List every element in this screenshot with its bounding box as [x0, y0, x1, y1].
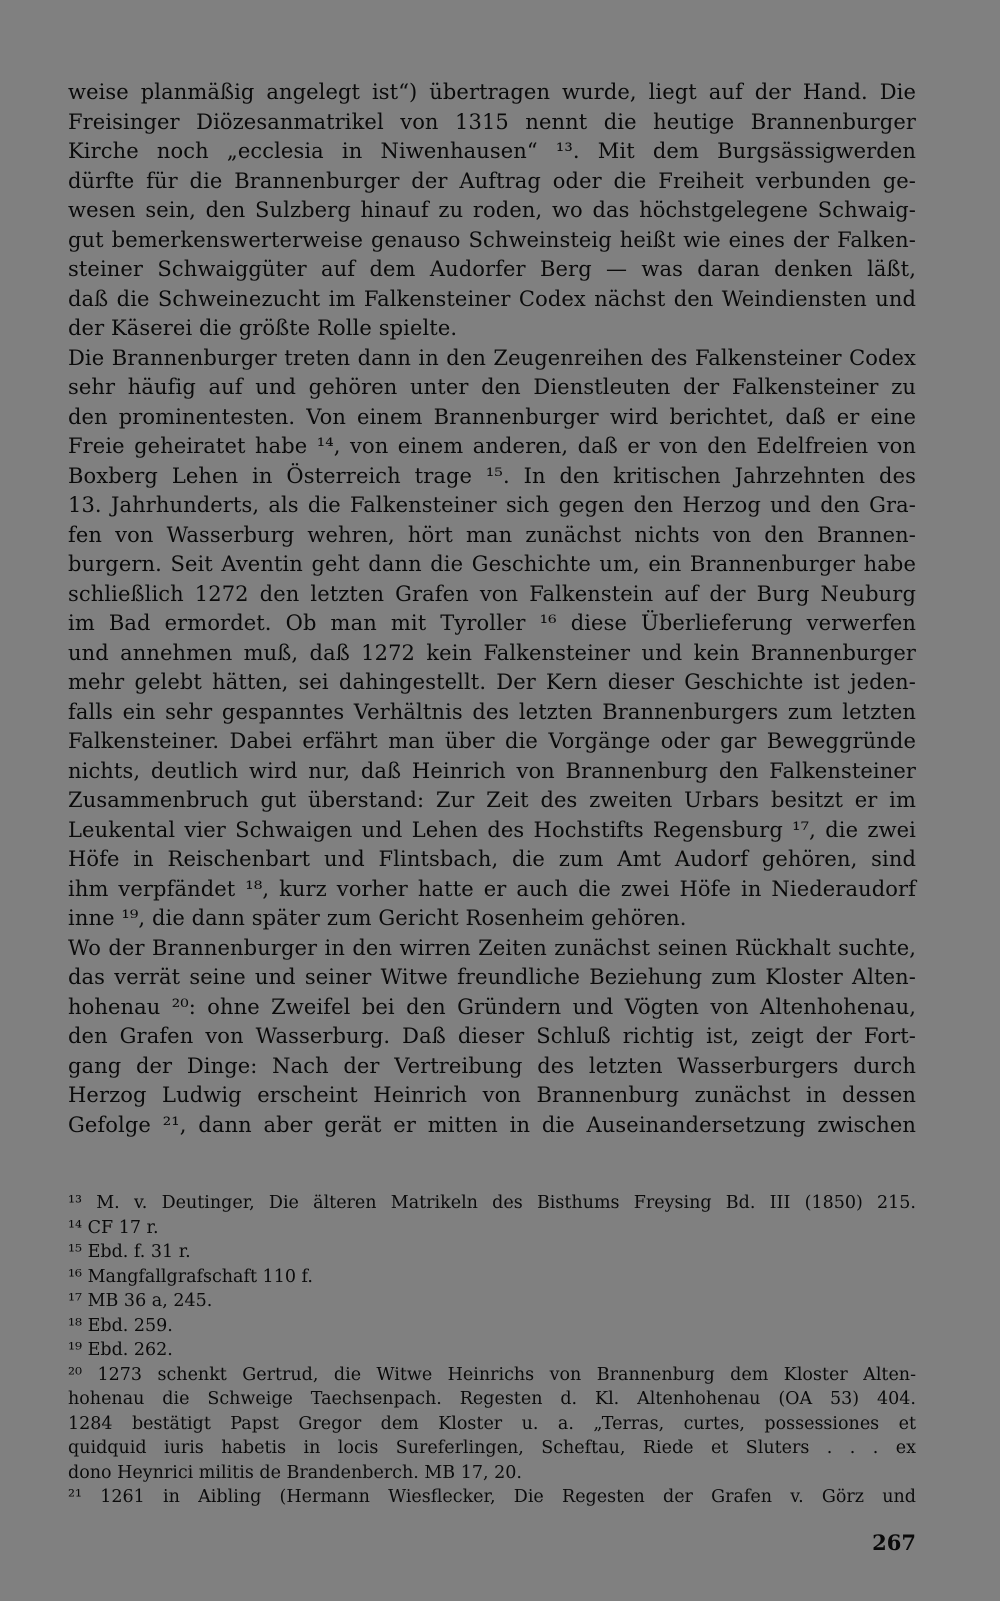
text-line: und annehmen muß, daß 1272 kein Falkensteiner und kein Brannenburger	[68, 640, 916, 665]
text-line: ihm verpfändet ¹⁸, kurz vorher hatte er auch die zwei Höfe in Niederaudorf	[68, 876, 916, 901]
text-line: den Grafen von Wasserburg. Daß dieser Schluß richtig ist, zeigt der Fort-	[68, 1024, 916, 1048]
footnote-line: ¹⁴ CF 17 r.	[68, 1217, 159, 1238]
text-line: im Bad ermordet. Ob man mit Tyroller ¹⁶ diese Überlieferung verwerfen	[68, 611, 916, 635]
text-line: steiner Schwaiggüter auf dem Audorfer Berg — was daran denken läßt,	[68, 257, 916, 281]
text-line: den prominentesten. Von einem Brannenburger wird berichtet, daß er eine	[68, 404, 916, 429]
text-line: hohenau ²⁰: ohne Zweifel bei den Gründern und Vögten von Altenhohenau,	[68, 994, 916, 1019]
text-line: dürfte für die Brannenburger der Auftrag oder die Freiheit verbunden ge-	[68, 168, 916, 193]
footnote-line: ¹³ M. v. Deutinger, Die älteren Matrikeln des Bisthums Freysing Bd. III (1850) 215.	[68, 1193, 916, 1213]
text-line: das verrät seine und seiner Witwe freundliche Beziehung zum Kloster Alten-	[68, 965, 916, 989]
text-line: fen von Wasserburg wehren, hört man zunächst nichts von den Brannen-	[68, 522, 916, 547]
text-line: falls ein sehr gespanntes Verhältnis des letzten Brannenburgers zum letzten	[68, 699, 916, 724]
text-line: Leukental vier Schwaigen und Lehen des Hochstifts Regensburg ¹⁷, die zwei	[68, 817, 916, 842]
page-number: 267	[872, 1530, 916, 1555]
text-line: gang der Dinge: Nach der Vertreibung des letzten Wasserburgers durch	[68, 1053, 916, 1078]
footnote-line: ¹⁹ Ebd. 262.	[68, 1340, 173, 1360]
text-line: Wo der Brannenburger in den wirren Zeiten zunächst seinen Rückhalt suchte,	[68, 935, 916, 960]
footnote-line: ¹⁸ Ebd. 259.	[68, 1315, 173, 1336]
text-line: schließlich 1272 den letzten Grafen von Falkenstein auf der Burg Neuburg	[68, 581, 916, 606]
text-line: der Käserei die größte Rolle spielte.	[68, 316, 458, 340]
footnote-line: ¹⁷ MB 36 a, 245.	[68, 1291, 213, 1311]
main-text-block	[68, 78, 916, 1140]
text-line: Die Brannenburger treten dann in den Zeugenreihen des Falkensteiner Codex	[68, 345, 916, 370]
footnote-line: hohenau die Schweige Taechsenpach. Regesten d. Kl. Altenhohenau (OA 53) 404.	[68, 1389, 916, 1409]
text-line: Falkensteiner. Dabei erfährt man über die Vorgänge oder gar Beweggründe	[68, 729, 916, 753]
footnotes-block	[68, 1191, 916, 1510]
text-line: burgern. Seit Aventin geht dann die Geschichte um, ein Brannenburger habe	[68, 552, 916, 576]
text-line: Gefolge ²¹, dann aber gerät er mitten in die Auseinandersetzung zwischen	[68, 1112, 916, 1137]
text-line: 13. Jahrhunderts, als die Falkensteiner sich gegen den Herzog und den Gra-	[68, 493, 916, 517]
text-line: Zusammenbruch gut überstand: Zur Zeit des zweiten Urbars besitzt er im	[68, 788, 916, 812]
text-line: gut bemerkenswerterweise genauso Schweinsteig heißt wie eines der Falken-	[68, 227, 916, 252]
footnote-line: dono Heynrici militis de Brandenberch. MB 17, 20.	[68, 1462, 522, 1483]
text-line: Boxberg Lehen in Österreich trage ¹⁵. In den kritischen Jahrzehnten des	[68, 463, 916, 488]
footnote-line: 1284 bestätigt Papst Gregor dem Kloster u. a. „Terras, curtes, possessiones et	[68, 1413, 916, 1434]
footnote-line: ¹⁵ Ebd. f. 31 r.	[68, 1242, 191, 1262]
text-line: Freie geheiratet habe ¹⁴, von einem anderen, daß er von den Edelfreien von	[68, 434, 916, 458]
text-line: weise planmäßig angelegt ist“) übertragen wurde, liegt auf der Hand. Die	[68, 80, 916, 104]
text-line: Kirche noch „ecclesia in Niwenhausen“ ¹³. Mit dem Burgsässigwerden	[68, 139, 916, 163]
text-line: inne ¹⁹, die dann später zum Gericht Rosenheim gehören.	[68, 906, 687, 930]
text-line: nichts, deutlich wird nur, daß Heinrich von Brannenburg den Falkensteiner	[68, 758, 916, 783]
footnote-line: quidquid iuris habetis in locis Sureferlingen, Scheftau, Riede et Sluters . . . ex	[68, 1438, 916, 1458]
text-line: Höfe in Reischenbart und Flintsbach, die zum Amt Audorf gehören, sind	[68, 847, 916, 871]
footnote-line: ²¹ 1261 in Aibling (Hermann Wiesflecker, Die Regesten der Grafen v. Görz und	[68, 1487, 916, 1507]
text-line: sehr häufig auf und gehören unter den Dienstleuten der Falkensteiner zu	[68, 375, 916, 399]
text-line: Herzog Ludwig erscheint Heinrich von Brannenburg zunächst in dessen	[68, 1083, 916, 1107]
text-line: mehr gelebt hätten, sei dahingestellt. Der Kern dieser Geschichte ist jeden-	[68, 670, 916, 694]
footnote-line: ²⁰ 1273 schenkt Gertrud, die Witwe Heinrichs von Brannenburg dem Kloster Alten-	[68, 1364, 916, 1385]
text-line: daß die Schweinezucht im Falkensteiner Codex nächst den Weindiensten und	[68, 286, 916, 311]
footnote-line: ¹⁶ Mangfallgrafschaft 110 f.	[68, 1266, 313, 1287]
text-line: wesen sein, den Sulzberg hinauf zu roden, wo das höchstgelegene Schwaig-	[68, 198, 916, 222]
text-line: Freisinger Diözesanmatrikel von 1315 nennt die heutige Brannenburger	[68, 109, 916, 134]
